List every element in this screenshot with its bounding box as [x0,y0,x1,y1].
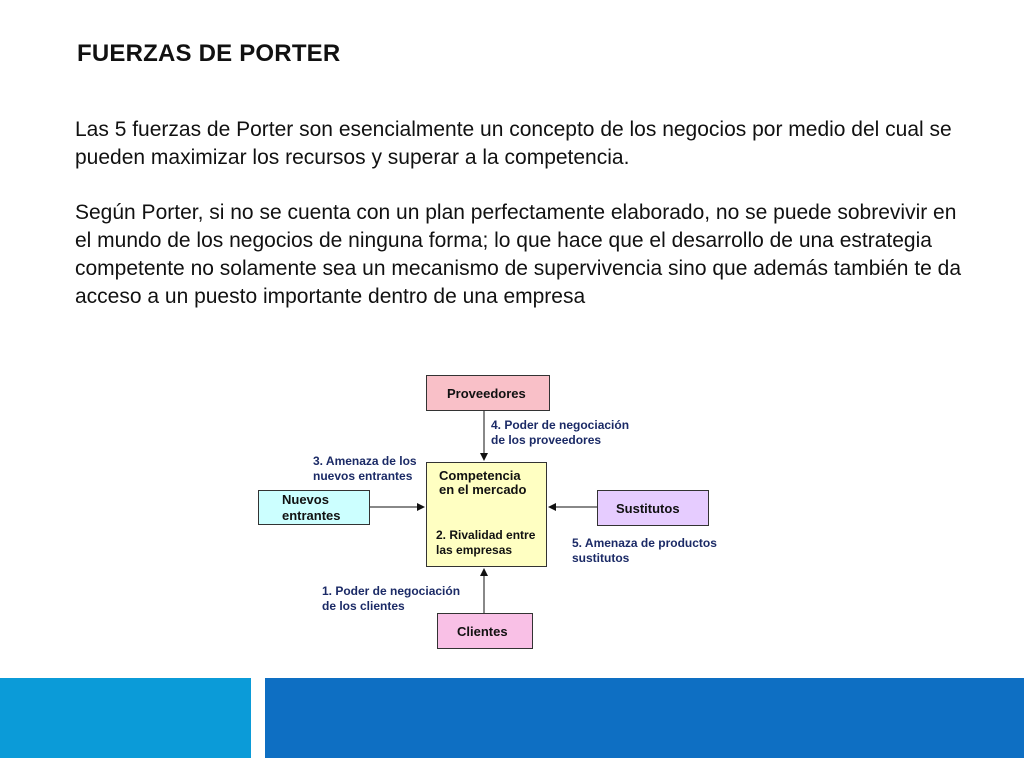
slide-title: FUERZAS DE PORTER [77,40,341,67]
sustitutos-box [597,490,709,526]
force-5-label: 5. Amenaza de productos sustitutos [572,536,717,565]
nuevos-entrantes-box [258,490,370,525]
rivalidad-label: 2. Rivalidad entre las empresas [436,528,536,557]
intro-paragraph: Las 5 fuerzas de Porter son esencialmente un concepto de los negocios por medio del cual se pueden maximizar los recursos y superar a la competencia. [75,118,952,169]
competencia-label: Competencia en el mercado [439,468,527,497]
proveedores-label: Proveedores [447,386,526,401]
footer-bar-right [265,678,1024,758]
force-1-label: 1. Poder de negociación de los clientes [322,584,461,613]
clientes-label: Clientes [457,624,508,639]
force-4-label: 4. Poder de negociación de los proveedores [491,418,630,447]
force-3-label: 3. Amenaza de los nuevos entrantes [313,454,417,483]
sustitutos-label: Sustitutos [616,501,680,516]
competencia-box [426,462,547,567]
porter-paragraph: Según Porter, si no se cuenta con un plan perfectamente elaborado, no se puede sobrevivir en el mundo de los negocios de ninguna forma; lo que hace que el desarrollo de una estrategia competente no solamente sea un mecanismo de supervivencia sino que además también te da acceso a un puesto importante dentro de una empresa [75,201,962,308]
proveedores-box [426,375,550,411]
clientes-box [437,613,533,649]
nuevos-entrantes-label: Nuevos entrantes [282,492,341,523]
footer-bar-left [0,678,251,758]
